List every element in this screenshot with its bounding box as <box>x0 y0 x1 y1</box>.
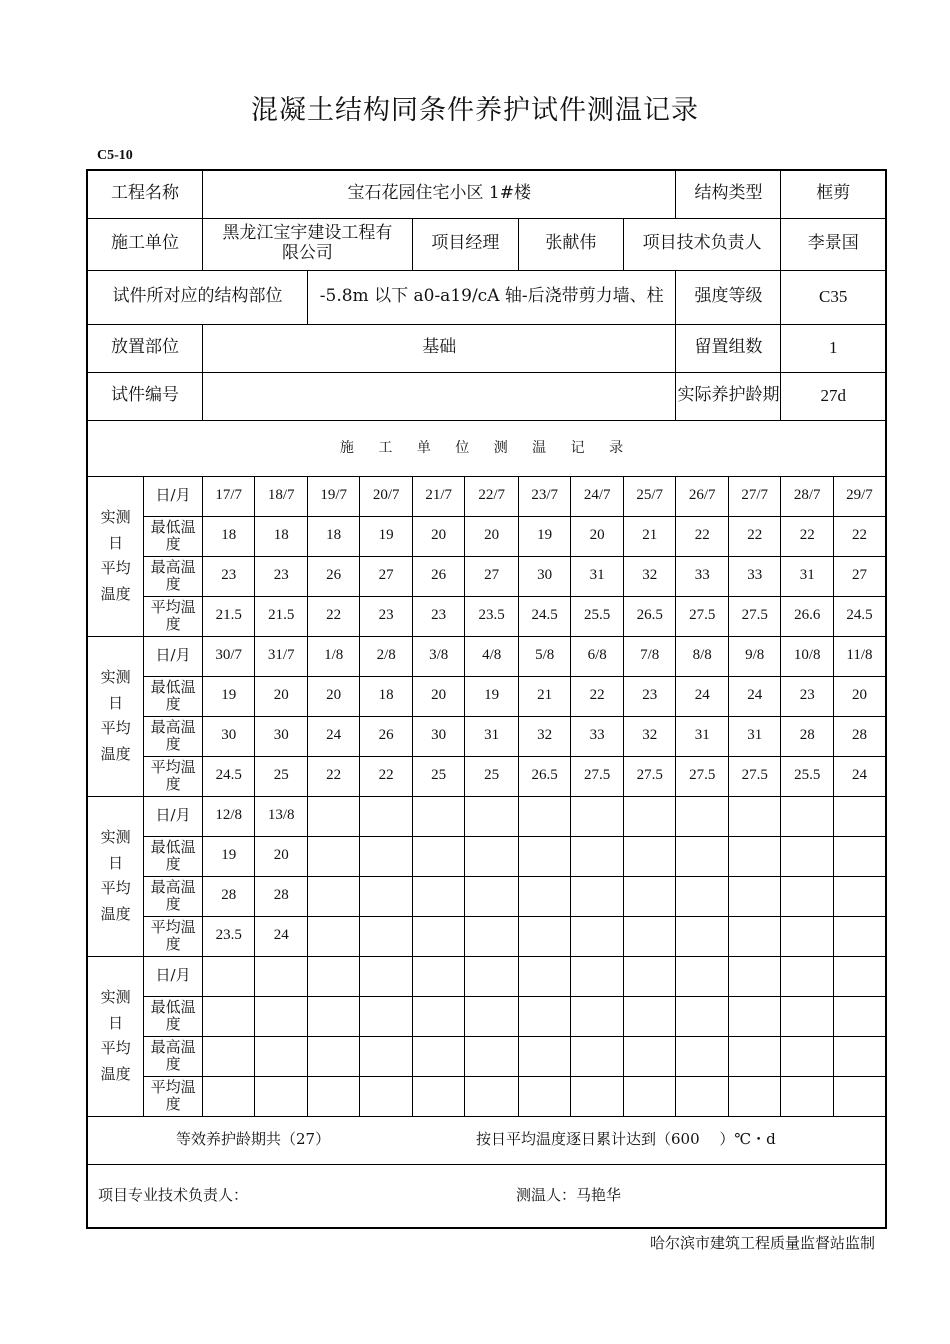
row-label: 平均温度 <box>144 596 203 636</box>
date-cell <box>465 956 519 996</box>
min-temp-cell <box>623 996 676 1036</box>
row-label: 最高温度 <box>144 1036 203 1076</box>
avg-temp-cell <box>202 1076 254 1116</box>
manager-label: 项目经理 <box>412 218 518 270</box>
max-temp-cell <box>360 1036 412 1076</box>
row-label: 平均温度 <box>144 916 203 956</box>
avg-temp-cell: 24.5 <box>518 596 570 636</box>
avg-temp-cell <box>623 1076 676 1116</box>
min-temp-cell <box>412 996 464 1036</box>
table-row <box>87 636 886 676</box>
max-temp-cell: 26 <box>307 556 359 596</box>
date-cell <box>728 956 780 996</box>
equivalent-age: 等效养护龄期共（27） <box>176 1130 331 1149</box>
date-cell <box>728 796 780 836</box>
avg-temp-cell: 23.5 <box>202 916 254 956</box>
date-cell <box>412 956 464 996</box>
row-label: 日/月 <box>144 476 203 516</box>
date-cell <box>623 796 676 836</box>
max-temp-cell: 28 <box>202 876 254 916</box>
min-temp-cell <box>360 836 412 876</box>
max-temp-cell: 24 <box>307 716 359 756</box>
group-label <box>87 796 144 956</box>
group-label-line: 平均 <box>100 1039 131 1057</box>
row-label: 最高温度 <box>144 876 203 916</box>
date-cell: 17/7 <box>202 476 254 516</box>
structure-part-label: 试件所对应的结构部位 <box>87 270 307 324</box>
avg-temp-cell <box>412 916 464 956</box>
max-temp-cell: 30 <box>412 716 464 756</box>
avg-temp-cell: 24.5 <box>202 756 254 796</box>
max-temp-cell <box>412 876 464 916</box>
max-temp-cell: 31 <box>728 716 780 756</box>
max-temp-cell <box>781 876 833 916</box>
structure-part-value: -5.8m 以下 a0-a19/cA 轴-后浇带剪力墙、柱 <box>307 270 676 324</box>
max-temp-cell <box>202 1036 254 1076</box>
project-name-value: 宝石花园住宅小区 1#楼 <box>202 170 676 218</box>
date-cell: 10/8 <box>781 636 833 676</box>
avg-temp-cell: 25.5 <box>781 756 833 796</box>
date-cell <box>676 956 728 996</box>
avg-temp-cell <box>676 916 728 956</box>
group-label <box>87 956 144 1116</box>
issuer-note: 哈尔滨市建筑工程质量监督站监制 <box>649 1234 875 1252</box>
group-label-line: 温度 <box>100 584 131 603</box>
avg-temp-cell <box>623 916 676 956</box>
group-label-line: 温度 <box>100 744 131 763</box>
min-temp-cell: 19 <box>360 516 412 556</box>
table-row <box>87 716 886 756</box>
row-label: 最高温度 <box>144 556 203 596</box>
min-temp-cell <box>518 836 570 876</box>
avg-temp-cell <box>781 1076 833 1116</box>
group-label-line: 实测 <box>100 508 131 526</box>
avg-temp-cell: 26.5 <box>518 756 570 796</box>
group-label-line: 平均 <box>100 719 131 737</box>
table-row <box>87 836 886 876</box>
min-temp-cell <box>202 996 254 1036</box>
avg-temp-cell <box>676 1076 728 1116</box>
avg-temp-cell: 23.5 <box>465 596 519 636</box>
max-temp-cell: 28 <box>781 716 833 756</box>
constructor-label: 施工单位 <box>87 218 202 270</box>
min-temp-cell: 22 <box>781 516 833 556</box>
min-temp-cell <box>465 836 519 876</box>
avg-temp-cell: 25 <box>412 756 464 796</box>
min-temp-cell <box>728 996 780 1036</box>
group-label-line: 平均 <box>100 559 131 577</box>
date-cell: 25/7 <box>623 476 676 516</box>
avg-temp-cell: 22 <box>307 596 359 636</box>
date-cell <box>623 956 676 996</box>
tech-lead-value: 李景国 <box>781 218 886 270</box>
max-temp-cell <box>676 1036 728 1076</box>
max-temp-cell: 28 <box>255 876 307 916</box>
specimen-no-value <box>202 372 676 420</box>
date-cell: 22/7 <box>465 476 519 516</box>
strength-label: 强度等级 <box>676 270 781 324</box>
max-temp-cell: 32 <box>623 716 676 756</box>
avg-temp-cell <box>571 1076 623 1116</box>
min-temp-cell <box>676 836 728 876</box>
max-temp-cell <box>307 1036 359 1076</box>
max-temp-cell: 32 <box>623 556 676 596</box>
table-row <box>87 1076 886 1116</box>
date-cell: 1/8 <box>307 636 359 676</box>
date-cell: 12/8 <box>202 796 254 836</box>
avg-temp-cell: 26.5 <box>623 596 676 636</box>
curing-age-value: 27d <box>781 372 886 420</box>
min-temp-cell <box>571 996 623 1036</box>
max-temp-cell: 27 <box>360 556 412 596</box>
min-temp-cell: 19 <box>202 836 254 876</box>
date-cell <box>781 796 833 836</box>
date-cell <box>571 956 623 996</box>
table-row <box>87 1036 886 1076</box>
table-row <box>87 596 886 636</box>
max-temp-cell <box>728 1036 780 1076</box>
location-value: 基础 <box>202 324 676 372</box>
avg-temp-cell: 27.5 <box>623 756 676 796</box>
location-label: 放置部位 <box>87 324 202 372</box>
max-temp-cell <box>518 876 570 916</box>
date-cell: 30/7 <box>202 636 254 676</box>
date-cell <box>255 956 307 996</box>
row-label: 平均温度 <box>144 1076 203 1116</box>
tech-lead-signature: 项目专业技术负责人： <box>98 1186 249 1205</box>
date-cell <box>833 796 886 836</box>
avg-temp-cell: 25 <box>255 756 307 796</box>
max-temp-cell: 31 <box>465 716 519 756</box>
strength-value: C35 <box>781 270 886 324</box>
groups-value: 1 <box>781 324 886 372</box>
group-label-line: 平均 <box>100 879 131 897</box>
max-temp-cell: 32 <box>518 716 570 756</box>
min-temp-cell <box>781 836 833 876</box>
date-cell: 31/7 <box>255 636 307 676</box>
max-temp-cell <box>781 1036 833 1076</box>
date-cell: 23/7 <box>518 476 570 516</box>
group-label-line: 实测 <box>100 988 131 1006</box>
avg-temp-cell: 22 <box>360 756 412 796</box>
max-temp-cell: 26 <box>360 716 412 756</box>
date-cell: 6/8 <box>571 636 623 676</box>
table-row <box>87 676 886 716</box>
form-title: 混凝土结构同条件养护试件测温记录 <box>251 95 699 126</box>
group-label <box>87 476 144 636</box>
date-cell: 20/7 <box>360 476 412 516</box>
table-row <box>87 516 886 556</box>
min-temp-cell: 22 <box>833 516 886 556</box>
date-cell <box>833 956 886 996</box>
max-temp-cell <box>623 1036 676 1076</box>
group-label-line: 日 <box>108 1013 124 1032</box>
row-label: 最低温度 <box>144 676 203 716</box>
form-code: C5-10 <box>97 148 133 163</box>
group-label-line: 实测 <box>100 828 131 846</box>
max-temp-cell <box>465 1036 519 1076</box>
group-label-line: 实测 <box>100 668 131 686</box>
max-temp-cell: 23 <box>202 556 254 596</box>
structure-type-label: 结构类型 <box>676 170 781 218</box>
date-cell: 3/8 <box>412 636 464 676</box>
group-label-line: 温度 <box>100 904 131 923</box>
max-temp-cell <box>833 1036 886 1076</box>
avg-temp-cell <box>518 1076 570 1116</box>
date-cell: 27/7 <box>728 476 780 516</box>
table-row <box>87 556 886 596</box>
avg-temp-cell <box>571 916 623 956</box>
min-temp-cell <box>781 996 833 1036</box>
max-temp-cell: 23 <box>255 556 307 596</box>
date-cell: 19/7 <box>307 476 359 516</box>
min-temp-cell <box>518 996 570 1036</box>
min-temp-cell: 21 <box>623 516 676 556</box>
max-temp-cell <box>518 1036 570 1076</box>
min-temp-cell <box>412 836 464 876</box>
avg-temp-cell: 27.5 <box>676 596 728 636</box>
min-temp-cell: 18 <box>307 516 359 556</box>
project-name-label: 工程名称 <box>87 170 202 218</box>
min-temp-cell <box>255 996 307 1036</box>
avg-temp-cell <box>360 916 412 956</box>
max-temp-cell: 30 <box>518 556 570 596</box>
row-label: 最高温度 <box>144 716 203 756</box>
avg-temp-cell: 27.5 <box>728 596 780 636</box>
table-row <box>87 756 886 796</box>
date-cell: 21/7 <box>412 476 464 516</box>
avg-temp-cell: 25.5 <box>571 596 623 636</box>
min-temp-cell <box>360 996 412 1036</box>
avg-temp-cell: 22 <box>307 756 359 796</box>
min-temp-cell: 20 <box>412 676 464 716</box>
table-row <box>87 796 886 836</box>
max-temp-cell: 33 <box>676 556 728 596</box>
table-row <box>87 916 886 956</box>
date-cell: 4/8 <box>465 636 519 676</box>
min-temp-cell <box>676 996 728 1036</box>
min-temp-cell: 20 <box>307 676 359 716</box>
min-temp-cell <box>833 996 886 1036</box>
curing-age-label: 实际养护龄期 <box>676 372 781 420</box>
min-temp-cell: 18 <box>202 516 254 556</box>
date-cell <box>307 796 359 836</box>
avg-temp-cell: 25 <box>465 756 519 796</box>
avg-temp-cell <box>833 916 886 956</box>
max-temp-cell: 31 <box>781 556 833 596</box>
date-cell <box>202 956 254 996</box>
section-title: 施 工 单 位 测 温 记 录 <box>87 420 886 476</box>
avg-temp-cell <box>412 1076 464 1116</box>
avg-temp-cell: 21.5 <box>255 596 307 636</box>
max-temp-cell: 31 <box>571 556 623 596</box>
table-row <box>87 476 886 516</box>
min-temp-cell: 20 <box>255 836 307 876</box>
group-label-line: 温度 <box>100 1064 131 1083</box>
avg-temp-cell <box>518 916 570 956</box>
avg-temp-cell: 23 <box>412 596 464 636</box>
max-temp-cell <box>623 876 676 916</box>
date-cell: 11/8 <box>833 636 886 676</box>
min-temp-cell <box>307 996 359 1036</box>
min-temp-cell: 22 <box>676 516 728 556</box>
date-cell: 13/8 <box>255 796 307 836</box>
date-cell: 26/7 <box>676 476 728 516</box>
max-temp-cell: 27 <box>465 556 519 596</box>
manager-value: 张献伟 <box>518 218 623 270</box>
date-cell <box>360 796 412 836</box>
table-row <box>87 996 886 1036</box>
avg-temp-cell <box>465 1076 519 1116</box>
max-temp-cell <box>571 1036 623 1076</box>
date-cell: 9/8 <box>728 636 780 676</box>
avg-temp-cell: 27.5 <box>676 756 728 796</box>
min-temp-cell <box>833 836 886 876</box>
avg-temp-cell: 24.5 <box>833 596 886 636</box>
max-temp-cell <box>676 876 728 916</box>
max-temp-cell <box>833 876 886 916</box>
date-cell <box>518 956 570 996</box>
group-label-line: 日 <box>108 693 124 712</box>
min-temp-cell: 18 <box>255 516 307 556</box>
min-temp-cell: 20 <box>465 516 519 556</box>
avg-temp-cell <box>465 916 519 956</box>
max-temp-cell: 33 <box>571 716 623 756</box>
min-temp-cell: 23 <box>781 676 833 716</box>
row-label: 日/月 <box>144 956 203 996</box>
avg-temp-cell <box>728 1076 780 1116</box>
date-cell <box>781 956 833 996</box>
min-temp-cell: 19 <box>465 676 519 716</box>
max-temp-cell: 30 <box>202 716 254 756</box>
min-temp-cell <box>465 996 519 1036</box>
max-temp-cell: 26 <box>412 556 464 596</box>
date-cell <box>412 796 464 836</box>
date-cell: 29/7 <box>833 476 886 516</box>
min-temp-cell: 19 <box>202 676 254 716</box>
avg-temp-cell: 24 <box>255 916 307 956</box>
max-temp-cell: 33 <box>728 556 780 596</box>
group-label-line: 日 <box>108 853 124 872</box>
max-temp-cell <box>465 876 519 916</box>
min-temp-cell: 20 <box>255 676 307 716</box>
date-cell <box>518 796 570 836</box>
table-row <box>87 876 886 916</box>
min-temp-cell <box>307 836 359 876</box>
table-row <box>87 956 886 996</box>
date-cell: 5/8 <box>518 636 570 676</box>
min-temp-cell: 20 <box>833 676 886 716</box>
row-label: 日/月 <box>144 796 203 836</box>
row-label: 最低温度 <box>144 996 203 1036</box>
max-temp-cell <box>307 876 359 916</box>
min-temp-cell <box>728 836 780 876</box>
curing-temperature-table <box>86 169 887 1229</box>
groups-label: 留置组数 <box>676 324 781 372</box>
max-temp-cell: 27 <box>833 556 886 596</box>
max-temp-cell <box>571 876 623 916</box>
avg-temp-cell: 23 <box>360 596 412 636</box>
avg-temp-cell <box>255 1076 307 1116</box>
min-temp-cell: 20 <box>571 516 623 556</box>
min-temp-cell: 24 <box>728 676 780 716</box>
avg-temp-cell: 21.5 <box>202 596 254 636</box>
avg-temp-cell <box>307 916 359 956</box>
date-cell: 24/7 <box>571 476 623 516</box>
min-temp-cell: 23 <box>623 676 676 716</box>
date-cell: 18/7 <box>255 476 307 516</box>
min-temp-cell: 18 <box>360 676 412 716</box>
specimen-no-label: 试件编号 <box>87 372 202 420</box>
avg-temp-cell: 24 <box>833 756 886 796</box>
max-temp-cell <box>255 1036 307 1076</box>
signature-row <box>87 1164 886 1228</box>
date-cell <box>676 796 728 836</box>
avg-temp-cell <box>728 916 780 956</box>
row-label: 最低温度 <box>144 516 203 556</box>
max-temp-cell <box>412 1036 464 1076</box>
row-label: 日/月 <box>144 636 203 676</box>
avg-temp-cell: 26.6 <box>781 596 833 636</box>
min-temp-cell <box>623 836 676 876</box>
min-temp-cell: 19 <box>518 516 570 556</box>
date-cell: 28/7 <box>781 476 833 516</box>
min-temp-cell: 20 <box>412 516 464 556</box>
tech-lead-label: 项目技术负责人 <box>623 218 781 270</box>
date-cell: 7/8 <box>623 636 676 676</box>
date-cell <box>465 796 519 836</box>
avg-temp-cell: 27.5 <box>728 756 780 796</box>
date-cell <box>571 796 623 836</box>
date-cell <box>360 956 412 996</box>
structure-type-value: 框剪 <box>781 170 886 218</box>
avg-temp-cell <box>307 1076 359 1116</box>
max-temp-cell: 28 <box>833 716 886 756</box>
avg-temp-cell <box>833 1076 886 1116</box>
summary-row <box>87 1116 886 1164</box>
date-cell <box>307 956 359 996</box>
date-cell: 8/8 <box>676 636 728 676</box>
min-temp-cell: 22 <box>571 676 623 716</box>
max-temp-cell <box>728 876 780 916</box>
max-temp-cell: 30 <box>255 716 307 756</box>
max-temp-cell: 31 <box>676 716 728 756</box>
max-temp-cell <box>360 876 412 916</box>
row-label: 最低温度 <box>144 836 203 876</box>
min-temp-cell: 21 <box>518 676 570 716</box>
avg-temp-cell <box>360 1076 412 1116</box>
accumulated-degree-days: 按日平均温度逐日累计达到（600 ）℃・d <box>476 1130 776 1149</box>
group-label <box>87 636 144 796</box>
measurer-signature: 测温人：马艳华 <box>516 1186 622 1205</box>
row-label: 平均温度 <box>144 756 203 796</box>
min-temp-cell: 22 <box>728 516 780 556</box>
group-label-line: 日 <box>108 533 124 552</box>
min-temp-cell <box>571 836 623 876</box>
min-temp-cell: 24 <box>676 676 728 716</box>
avg-temp-cell: 27.5 <box>571 756 623 796</box>
avg-temp-cell <box>781 916 833 956</box>
date-cell: 2/8 <box>360 636 412 676</box>
constructor-value: 黑龙江宝宇建设工程有限公司 <box>202 218 412 270</box>
